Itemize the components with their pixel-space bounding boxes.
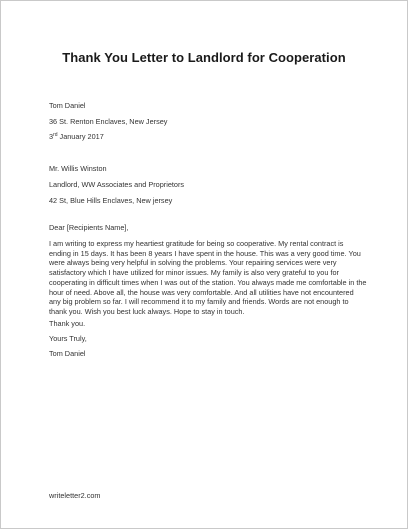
recipient-company: Landlord, WW Associates and Proprietors <box>49 180 185 189</box>
date-month-year: January 2017 <box>57 132 104 141</box>
date-suffix: rd <box>53 132 58 138</box>
recipient-address: 42 St, Blue Hills Enclaves, New jersey <box>49 196 173 205</box>
sender-address: 36 St. Renton Enclaves, New Jersey <box>49 117 168 126</box>
closing-line: Yours Truly, <box>49 334 87 343</box>
signature: Tom Daniel <box>49 349 86 358</box>
thanks-line: Thank you. <box>49 319 86 328</box>
sender-name: Tom Daniel <box>49 101 86 110</box>
letter-title: Thank You Letter to Landlord for Cooperation <box>62 50 346 65</box>
salutation: Dear [Recipients Name], <box>49 223 129 232</box>
date-day: 3 <box>49 132 54 141</box>
recipient-name: Mr. Willis Winston <box>49 164 107 173</box>
letter-date <box>49 132 104 142</box>
letter-body: I am writing to express my heartiest gratitude for being so cooperative. My rental contract is ending in 15 days. It has been 8 years I have spent in the house. This was a very good time. You were always being very helpful in solving the problems. Your repairing services were very satisfactory which I have utilized for minor issues. My family is also very grateful to you for cooperating in difficult times when I was out of the station. You always made me comfortable in the hour of need. Above all, the house was very comfortable. And all utilities have not encountered any big problem so far. I will recommend it to my family and friends. Words are not enough to thank you. Wish you best luck always. Hope to stay in touch. <box>49 239 367 316</box>
footer-site: writeletter2.com <box>49 491 101 500</box>
